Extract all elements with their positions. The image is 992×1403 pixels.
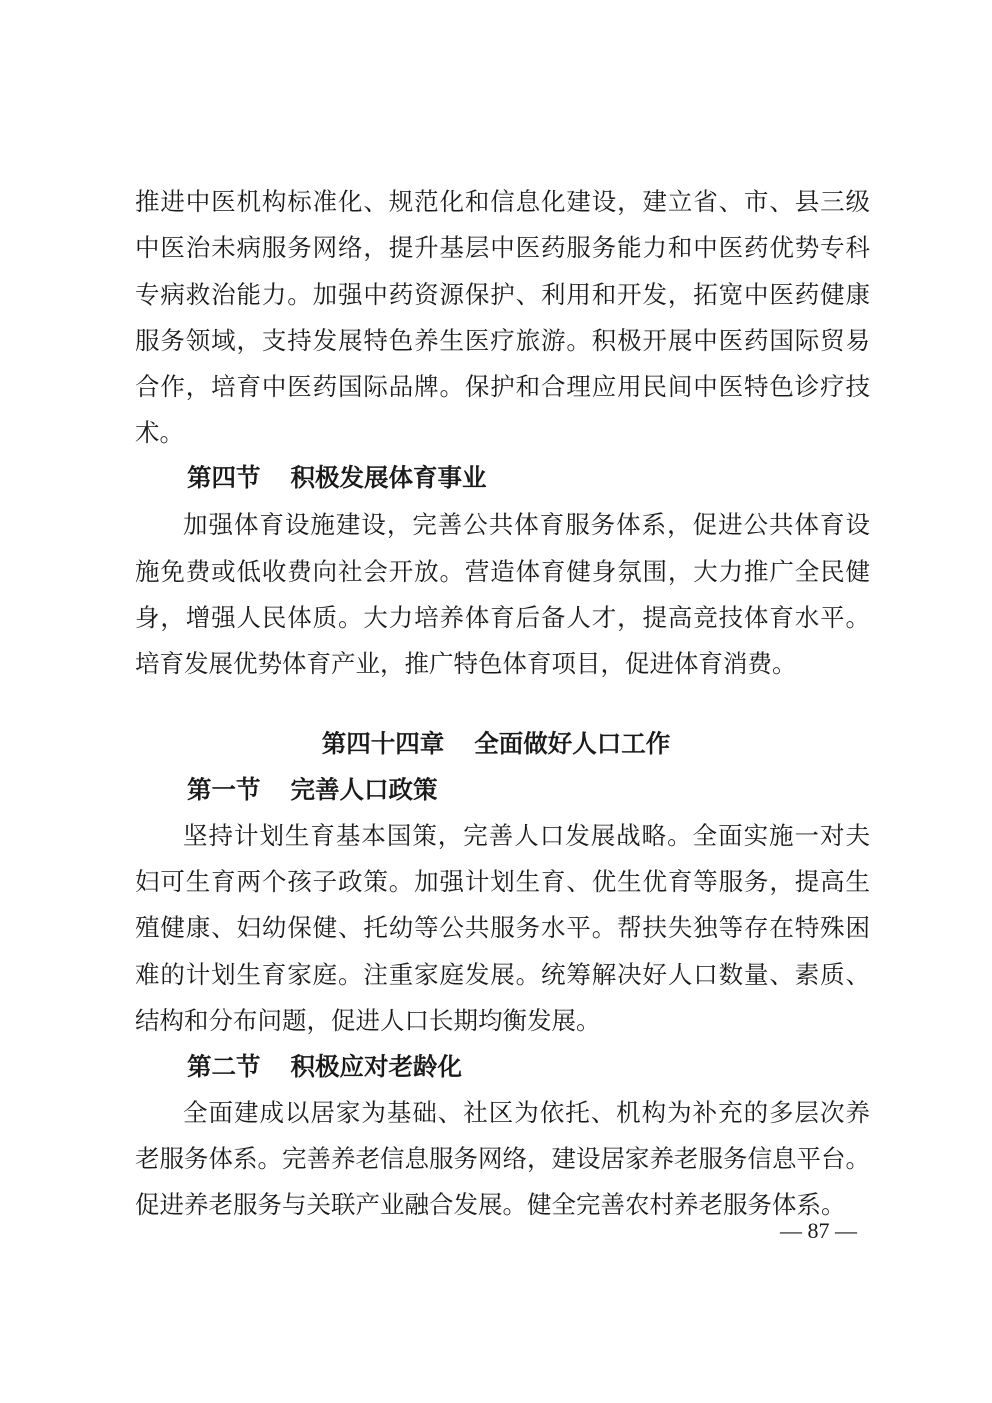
- paragraph-line: 殖健康、妇幼保健、托幼等公共服务水平。帮扶失独等存在特殊困: [135, 913, 870, 942]
- paragraph-line: 加强体育设施建设，完善公共体育服务体系，促进公共体育设: [183, 510, 870, 539]
- page-number: — 87 —: [780, 1218, 857, 1243]
- chapter-title: 全面做好人口工作: [474, 729, 671, 758]
- paragraph-line: 身，增强人民体质。大力培养体育后备人才，提高竞技体育水平。: [135, 603, 870, 632]
- section-heading: [187, 1052, 462, 1082]
- paragraph-line: 促进养老服务与关联产业融合发展。健全完善农村养老服务体系。: [135, 1190, 846, 1219]
- paragraph-line: 合作，培育中医药国际品牌。保护和合理应用民间中医特色诊疗技: [135, 372, 870, 401]
- section-title: 完善人口政策: [290, 775, 438, 804]
- chapter-heading: [0, 729, 992, 759]
- paragraph-line: 推进中医机构标准化、规范化和信息化建设，建立省、市、县三级: [135, 187, 870, 216]
- paragraph-line: 施免费或低收费向社会开放。营造体育健身氛围，大力推广全民健: [135, 557, 870, 586]
- paragraph-line: 术。: [135, 418, 184, 447]
- paragraph-line: 老服务体系。完善养老信息服务网络，建设居家养老服务信息平台。: [135, 1144, 870, 1173]
- section-number: 第一节: [187, 775, 261, 804]
- paragraph-line: 坚持计划生育基本国策，完善人口发展战略。全面实施一对夫: [183, 821, 870, 850]
- section-heading: [187, 775, 438, 805]
- chapter-number: 第四十四章: [321, 729, 445, 758]
- paragraph-line: 全面建成以居家为基础、社区为依托、机构为补充的多层次养: [183, 1098, 870, 1127]
- paragraph-line: 专病救治能力。加强中药资源保护、利用和开发，拓宽中医药健康: [135, 280, 870, 309]
- paragraph-line: 妇可生育两个孩子政策。加强计划生育、优生优育等服务，提高生: [135, 867, 870, 896]
- paragraph-line: 中医治未病服务网络，提升基层中医药服务能力和中医药优势专科: [135, 233, 870, 262]
- paragraph-line: 服务领域，支持发展特色养生医疗旅游。积极开展中医药国际贸易: [135, 326, 870, 355]
- section-title: 积极发展体育事业: [290, 463, 487, 492]
- section-number: 第二节: [187, 1052, 261, 1081]
- paragraph-line: 结构和分布问题，促进人口长期均衡发展。: [135, 1006, 601, 1035]
- section-title: 积极应对老龄化: [290, 1052, 462, 1081]
- paragraph-line: 难的计划生育家庭。注重家庭发展。统筹解决好人口数量、素质、: [135, 960, 870, 989]
- paragraph-line: 培育发展优势体育产业，推广特色体育项目，促进体育消费。: [135, 649, 797, 678]
- section-heading: [187, 463, 487, 493]
- section-number: 第四节: [187, 463, 261, 492]
